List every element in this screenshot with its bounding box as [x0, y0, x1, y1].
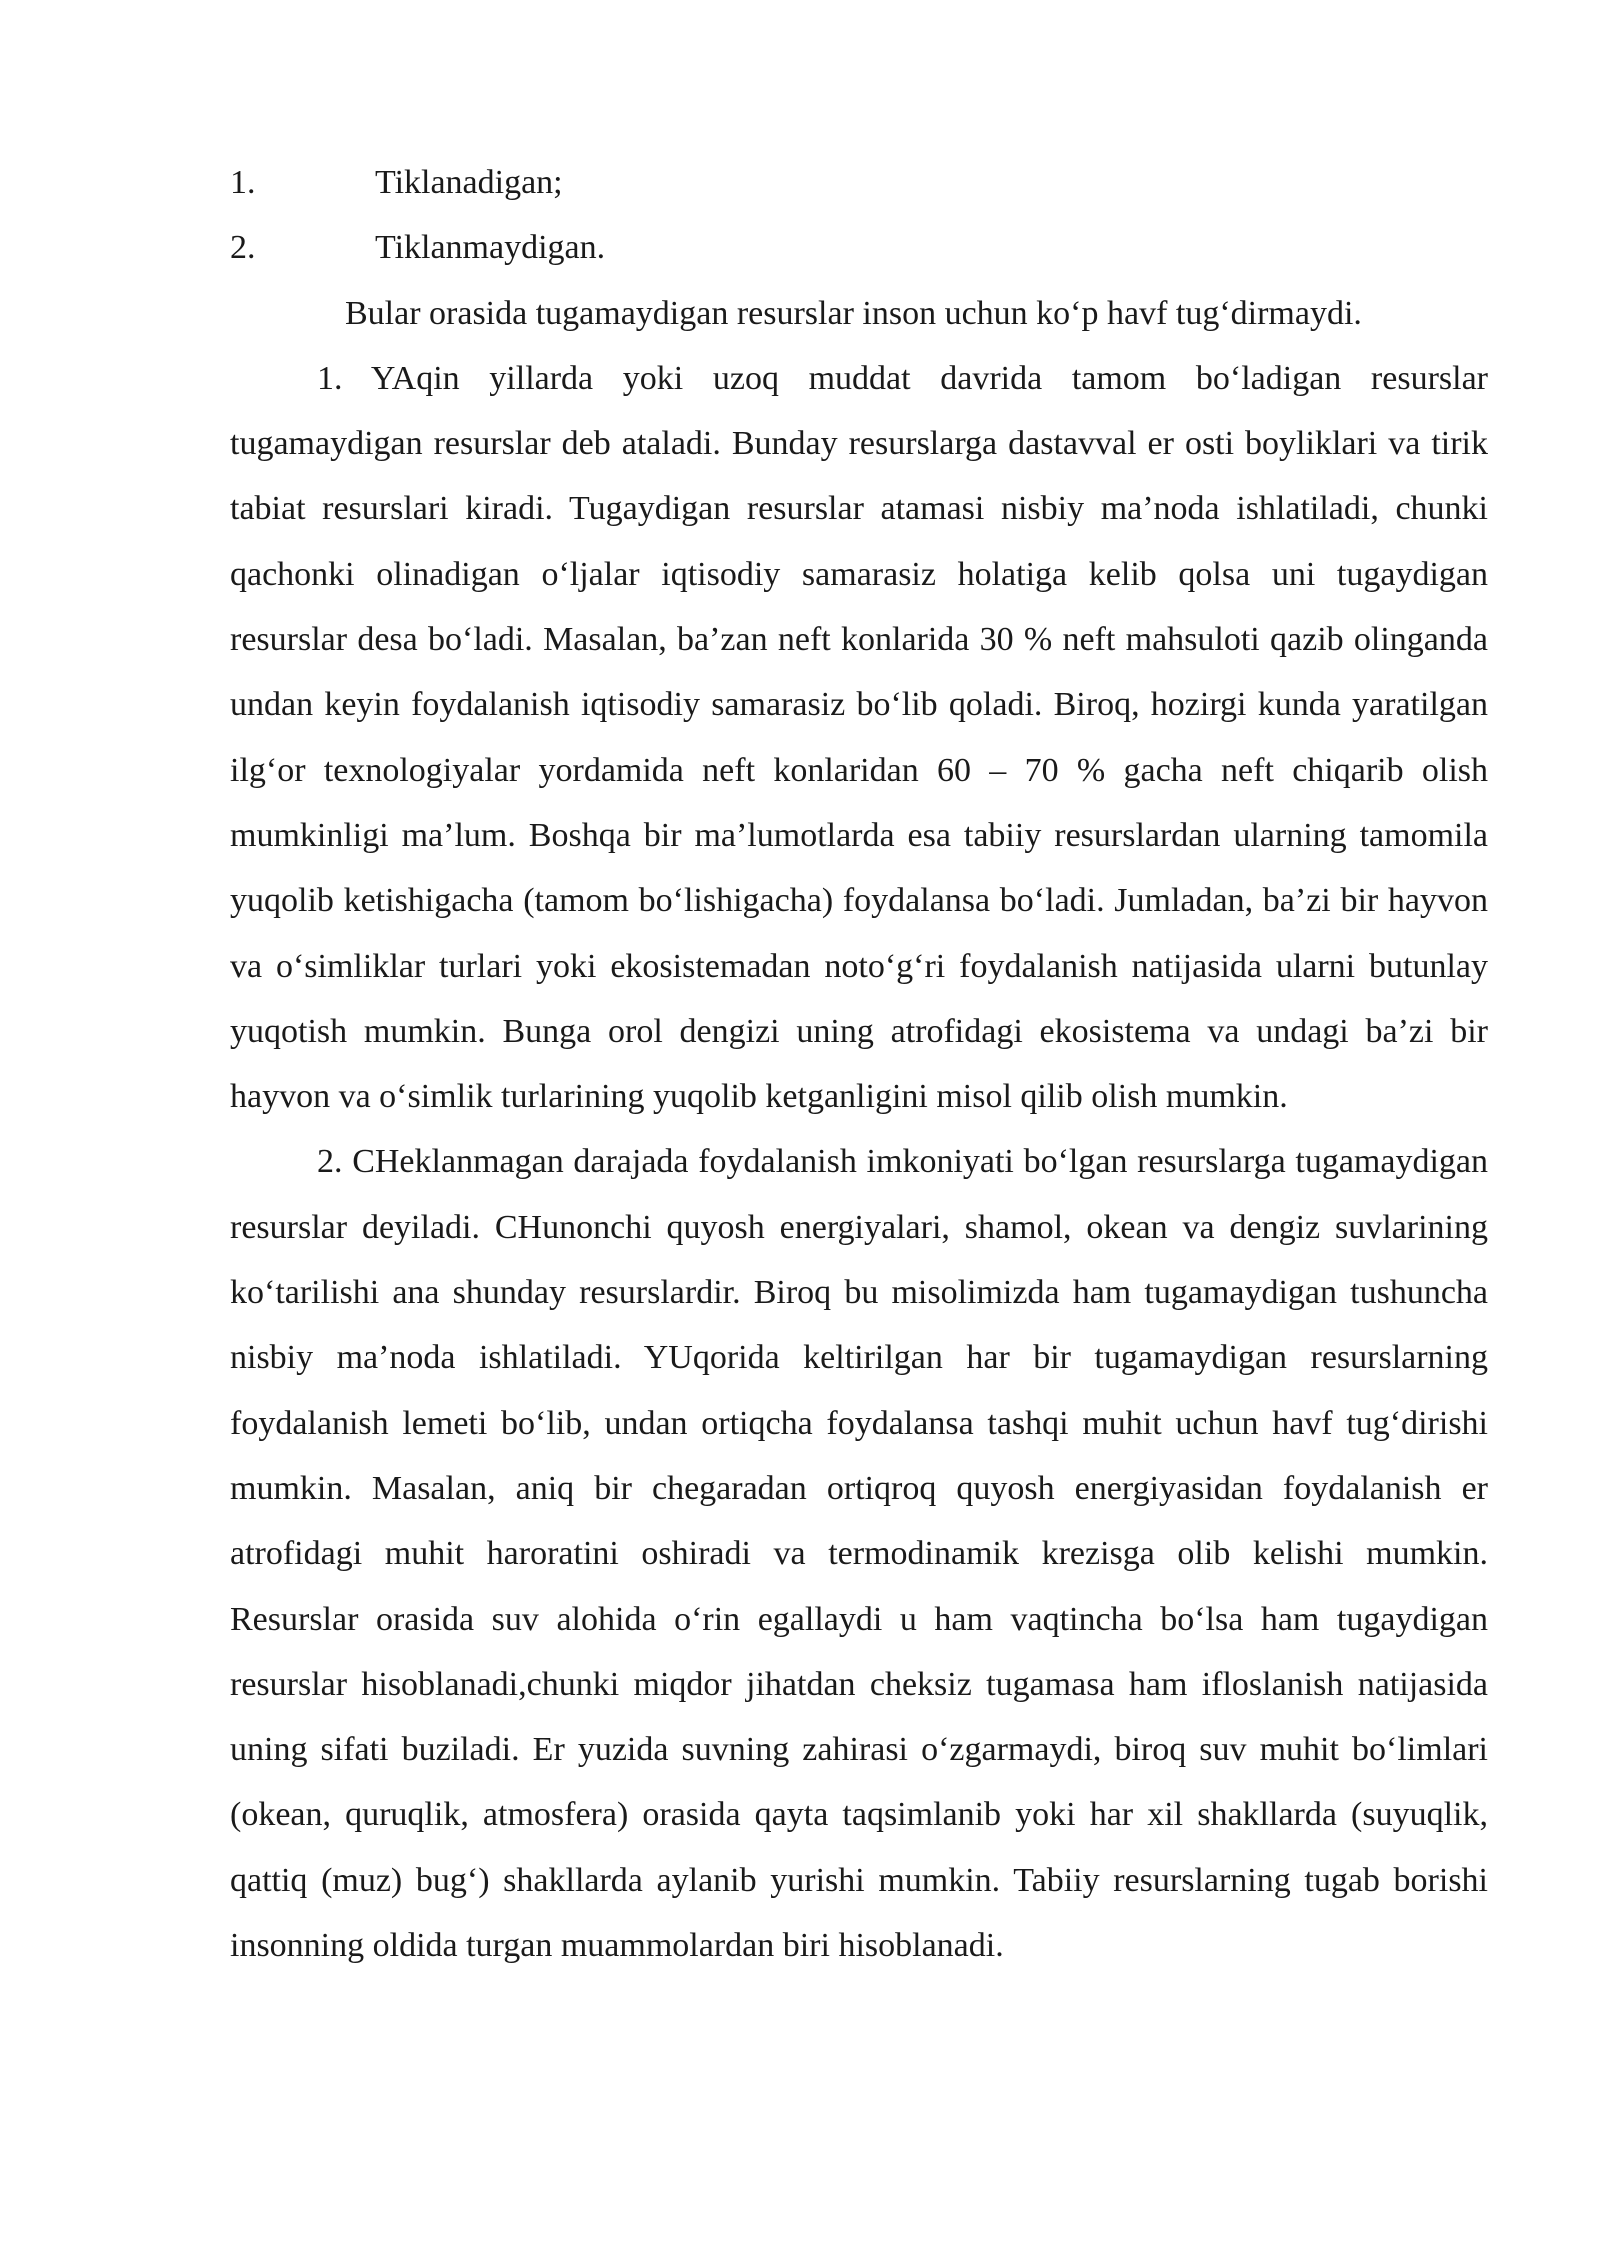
list-item-1 [230, 150, 1488, 215]
paragraph-inexhaustible-resources: 2. CHeklanmagan darajada foydalanish imkoniyati boʻlgan resurslarga tugamaydigan resurslar deyiladi. CHunonchi quyosh energiyalari, shamol, okean va dengiz suvlarining koʻtarilishi ana shunday resurslardir. Biroq bu misolimizda ham tugamaydigan tushuncha nisbiy ma’noda ishlatiladi. YUqorida keltirilgan har bir tugamaydigan resurslarning foydalanish lemeti boʻlib, undan ortiqcha foydalansa tashqi muhit uchun havf tugʻdirishi mumkin. Masalan, aniq bir chegaradan ortiqroq quyosh energiyasidan foydalanish er atrofidagi muhit haroratini oshiradi va termodinamik krezisga olib kelishi mumkin. Resurslar orasida suv alohida oʻrin egallaydi u ham vaqtincha boʻlsa ham tugaydigan resurslar hisoblanadi,chunki miqdor jihatdan cheksiz tugamasa ham ifloslanish natijasida uning sifati buziladi. Er yuzida suvning zahirasi oʻzgarmaydi, biroq suv muhit boʻlimlari (okean, quruqlik, atmosfera) orasida qayta taqsimlanib yoki har xil shakllarda (suyuqlik, qattiq (muz) bugʻ) shakllarda aylanib yurishi mumkin. Tabiiy resurslarning tugab borishi insonning oldida turgan muammolardan biri hisoblanadi. [230, 1143, 1488, 1965]
list-text: Tiklanmaydigan. [375, 229, 606, 267]
paragraph-exhaustible-resources: 1. YAqin yillarda yoki uzoq muddat davrida tamom boʻladigan resurslar tugamaydigan resurslar deb ataladi. Bunday resurslarga dastavval er osti boyliklari va tirik tabiat resurslari kiradi. Tugaydigan resurslar atamasi nisbiy ma’noda ishlatiladi, chunki qachonki olinadigan oʻljalar iqtisodiy samarasiz holatiga kelib qolsa uni tugaydigan resurslar desa boʻladi. Masalan, ba’zan neft konlarida 30 % neft mahsuloti qazib olinganda undan keyin foydalanish iqtisodiy samarasiz boʻlib qoladi. Biroq, hozirgi kunda yaratilgan ilgʻor texnologiyalar yordamida neft konlaridan 60 – 70 % gacha neft chiqarib olish mumkinligi ma’lum. Boshqa bir ma’lumotlarda esa tabiiy resurslardan ularning tamomila yuqolib ketishigacha (tamom boʻlishigacha) foydalansa boʻladi. Jumladan, ba’zi bir hayvon va oʻsimliklar turlari yoki ekosistemadan notoʻgʻri foydalanish natijasida ularni butunlay yuqotish mumkin. Bunga orol dengizi uning atrofidagi ekosistema va undagi ba’zi bir hayvon va oʻsimlik turlarining yuqolib ketganligini misol qilib olish mumkin. [230, 359, 1488, 1116]
document-body [230, 150, 1488, 1978]
list-number: 1. [230, 164, 256, 201]
list-item-2 [230, 215, 1488, 280]
list-number: 2. [230, 229, 256, 267]
intro-paragraph: Bular orasida tugamaydigan resurslar inson uchun koʻp havf tugʻdirmaydi. [345, 294, 1362, 332]
list-text: Tiklanadigan; [375, 164, 563, 201]
